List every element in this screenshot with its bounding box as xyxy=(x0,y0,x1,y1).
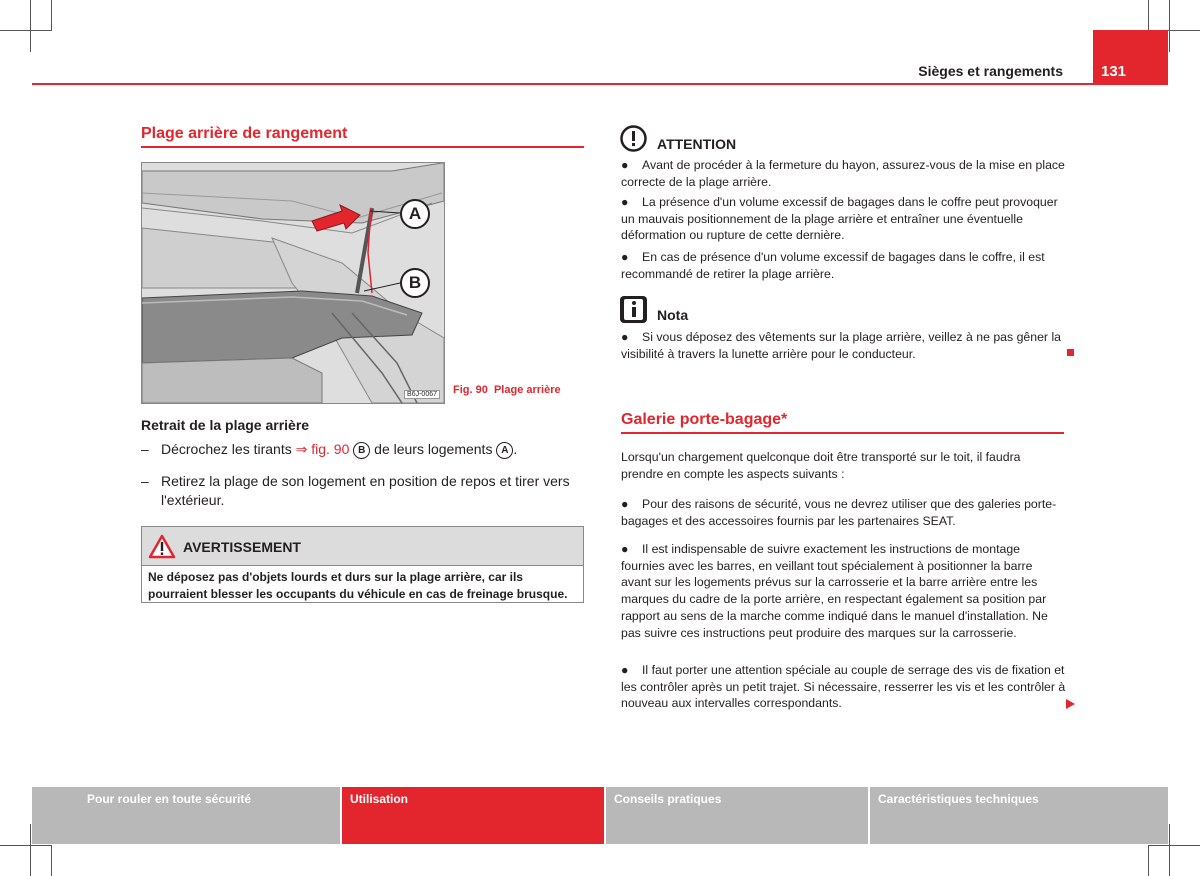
bullet-text: Il faut porter une attention spéciale au couple de serrage des vis de fixation et les contrôler après un petit trajet. Si nécessaire, resserrer les vis et les contrôler à nouveau aux intervalles correspondants. xyxy=(621,663,1066,711)
bullet-dot: ● xyxy=(621,158,629,172)
warning-title: AVERTISSEMENT xyxy=(183,539,301,555)
crop-mark xyxy=(1169,0,1170,52)
warning-header xyxy=(142,527,583,566)
nota-bullet xyxy=(621,329,1061,363)
bullet-dot: ● xyxy=(621,663,629,677)
bullet-text: Avant de procéder à la fermeture du hayon, assurez-vous de la mise en place correcte de la plage arrière. xyxy=(621,158,1065,189)
figure-plage-arriere xyxy=(141,162,445,404)
galerie-bullet xyxy=(621,496,1066,530)
page-number: 131 xyxy=(1101,63,1127,80)
warning-box xyxy=(141,526,584,603)
header-rule xyxy=(32,83,1168,85)
section-title-galerie: Galerie porte-bagage* xyxy=(621,411,788,428)
info-icon xyxy=(620,296,647,323)
step-text: de leurs logements xyxy=(370,441,497,457)
callout-b: B xyxy=(400,268,430,298)
circle-label-b: B xyxy=(353,442,370,459)
step-dash: – xyxy=(141,473,149,489)
crop-mark xyxy=(30,0,31,52)
figure-number: Fig. 90 xyxy=(453,384,488,396)
crop-mark xyxy=(51,0,52,31)
circle-label-a: A xyxy=(496,442,513,459)
footer-tab-securite[interactable] xyxy=(32,787,340,844)
bullet-text: La présence d'un volume excessif de bagages dans le coffre peut provoquer un mauvais positionnement de la plage arrière et entraîner une éventuelle déformation ou rupture de cette dernière. xyxy=(621,195,1058,243)
crop-mark xyxy=(0,30,52,31)
trunk-illustration xyxy=(142,163,444,403)
step-text: . xyxy=(513,441,518,457)
crop-mark xyxy=(51,845,52,876)
crop-mark xyxy=(1148,0,1149,31)
callout-a: A xyxy=(400,199,430,229)
page-number-box xyxy=(1093,30,1168,85)
footer-tab-caracteristiques[interactable] xyxy=(870,787,1168,844)
footer-tab-label: Pour rouler en toute sécurité xyxy=(87,792,252,806)
bullet-dot: ● xyxy=(621,330,629,344)
crop-mark xyxy=(1148,845,1149,876)
bullet-dot: ● xyxy=(621,250,629,264)
section-rule xyxy=(141,146,584,148)
bullet-text: En cas de présence d'un volume excessif de bagages dans le coffre, il est recommandé de retirer la plage arrière. xyxy=(621,250,1045,281)
step-1-text xyxy=(161,440,517,459)
footer-tab-conseils[interactable] xyxy=(606,787,868,844)
step-1 xyxy=(141,440,586,460)
step-2-text: Retirez la plage de son logement en position de repos et tirer vers l'extérieur. xyxy=(161,473,570,508)
step-text: Décrochez les tirants xyxy=(161,441,296,457)
bullet-text: Pour des raisons de sécurité, vous ne devrez utiliser que des galeries porte-bagages et des accessoires fournis par les partenaires SEAT. xyxy=(621,497,1057,528)
footer-tab-label: Caractéristiques techniques xyxy=(878,792,1039,806)
warning-triangle-icon xyxy=(148,534,176,559)
figure-caption xyxy=(453,384,561,396)
section-rule xyxy=(621,432,1064,434)
warning-text: Ne déposez pas d'objets lourds et durs sur la plage arrière, car ils pourraient blesser les occupants du véhicule en cas de freinage brusque. xyxy=(148,570,568,601)
footer-tab-label: Utilisation xyxy=(350,792,409,806)
attention-title: ATTENTION xyxy=(657,136,737,152)
figure-reference-link[interactable]: ⇒ fig. 90 xyxy=(295,441,350,457)
bullet-dot: ● xyxy=(621,497,629,511)
galerie-bullet xyxy=(621,662,1066,713)
crop-mark xyxy=(30,824,31,876)
nota-title: Nota xyxy=(657,307,689,323)
attention-bullet xyxy=(621,194,1066,245)
crop-mark xyxy=(0,845,52,846)
step-dash: – xyxy=(141,441,149,457)
image-code: B6J-0067 xyxy=(404,390,440,399)
crop-mark xyxy=(1148,845,1200,846)
section-title-plage: Plage arrière de rangement xyxy=(141,125,348,142)
footer-tab-label: Conseils pratiques xyxy=(614,792,722,806)
attention-bullet xyxy=(621,157,1066,191)
running-header: Sièges et rangements xyxy=(918,63,1063,79)
bullet-text: Il est indispensable de suivre exactement les instructions de montage fournies avec les barres, en veillant tout spécialement à positionner la barre avant sur les logements prévus sur la carrosserie et la barre arrière entre les marques du cadre de la porte arrière, en respectant également sa position par rapport au sens de la marche comme indiqué dans le manuel d'installation. Ne pas suivre ces instructions peut produire des marques sur la carrosserie. xyxy=(621,542,1048,640)
continue-arrow-icon xyxy=(1066,699,1075,709)
footer-tab-utilisation[interactable] xyxy=(342,787,604,844)
crop-mark xyxy=(1169,824,1170,876)
bullet-dot: ● xyxy=(621,542,629,556)
bullet-text: Si vous déposez des vêtements sur la plage arrière, veillez à ne pas gêner la visibilité à travers la lunette arrière pour le conducteur. xyxy=(621,330,1062,361)
subheading-retrait: Retrait de la plage arrière xyxy=(141,417,310,433)
galerie-bullet xyxy=(621,541,1066,659)
galerie-intro: Lorsqu'un chargement quelconque doit être transporté sur le toit, il faudra prendre en compte les aspects suivants : xyxy=(621,450,1021,481)
figure-caption-text: Plage arrière xyxy=(493,384,561,396)
bullet-dot: ● xyxy=(621,195,629,209)
step-2 xyxy=(141,472,586,512)
exclamation-circle-icon xyxy=(620,125,647,152)
end-of-section-mark xyxy=(1067,349,1074,356)
attention-bullet xyxy=(621,249,1066,283)
